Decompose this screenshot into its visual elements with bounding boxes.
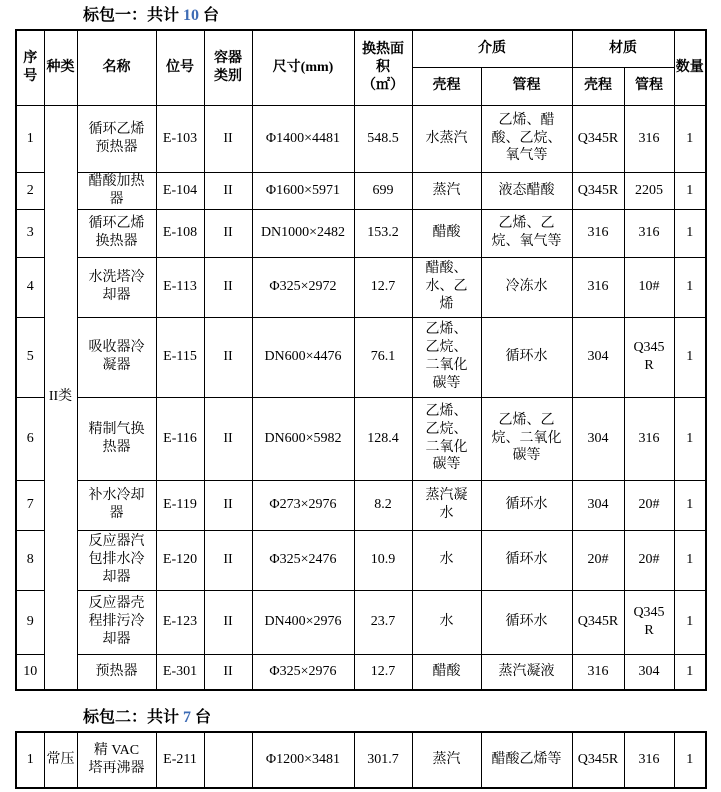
cell-tag: E-103 xyxy=(156,105,204,172)
col-header-material: 材质 xyxy=(572,30,674,67)
cell-tag: E-108 xyxy=(156,209,204,257)
cell-size: DN1000×2482 xyxy=(252,209,354,257)
package1-count: 10 xyxy=(183,7,200,24)
cell-medium-shell: 水 xyxy=(412,590,481,654)
table-row xyxy=(16,530,706,590)
cell-no: 7 xyxy=(16,480,44,530)
cell-size: Φ325×2476 xyxy=(252,530,354,590)
cell-category: II xyxy=(204,105,252,172)
package2-title-prefix: 标包二：共计 xyxy=(83,709,184,726)
cell-area: 128.4 xyxy=(354,397,412,480)
cell-area: 12.7 xyxy=(354,654,412,690)
cell-name: 反应器壳程排污冷却器 xyxy=(77,590,156,654)
cell-material-shell: 316 xyxy=(572,654,624,690)
col-header-name: 名称 xyxy=(77,30,156,105)
cell-medium-shell: 蒸汽 xyxy=(412,172,481,209)
package1-title xyxy=(83,6,721,26)
cell-material-shell: 304 xyxy=(572,317,624,397)
cell-kind-merged: II类 xyxy=(44,105,77,690)
table-row xyxy=(16,480,706,530)
col-header-kind: 种类 xyxy=(44,30,77,105)
col-header-category-line1: 容器 xyxy=(214,50,242,66)
package2-count: 7 xyxy=(183,709,192,726)
cell-material-shell: Q345R xyxy=(572,732,624,788)
package2-title-suffix: 台 xyxy=(191,709,212,726)
cell-tag: E-123 xyxy=(156,590,204,654)
cell-no: 9 xyxy=(16,590,44,654)
cell-material-tube: 316 xyxy=(624,209,674,257)
cell-medium-shell: 醋酸、水、乙烯 xyxy=(412,257,481,317)
cell-category: II xyxy=(204,590,252,654)
cell-material-shell: 316 xyxy=(572,257,624,317)
cell-material-tube: 20# xyxy=(624,530,674,590)
cell-size: DN600×5982 xyxy=(252,397,354,480)
cell-name: 循环乙烯预热器 xyxy=(77,105,156,172)
table-row xyxy=(16,209,706,257)
cell-material-shell: Q345R xyxy=(572,105,624,172)
cell-name: 补水冷却器 xyxy=(77,480,156,530)
cell-medium-tube: 醋酸乙烯等 xyxy=(481,732,572,788)
cell-tag: E-119 xyxy=(156,480,204,530)
header-row-1 xyxy=(16,30,706,67)
cell-kind: 常压 xyxy=(44,732,77,788)
col-header-material-shell: 壳程 xyxy=(572,67,624,105)
cell-size: Φ325×2972 xyxy=(252,257,354,317)
cell-material-shell: 316 xyxy=(572,209,624,257)
cell-size: Φ1200×3481 xyxy=(252,732,354,788)
cell-material-shell: Q345R xyxy=(572,172,624,209)
cell-medium-tube: 循环水 xyxy=(481,530,572,590)
cell-category: II xyxy=(204,209,252,257)
cell-material-tube: 10# xyxy=(624,257,674,317)
cell-no: 10 xyxy=(16,654,44,690)
cell-medium-tube: 循环水 xyxy=(481,317,572,397)
cell-no: 6 xyxy=(16,397,44,480)
cell-no: 2 xyxy=(16,172,44,209)
cell-medium-tube: 循环水 xyxy=(481,590,572,654)
cell-material-shell: Q345R xyxy=(572,590,624,654)
cell-size: Φ325×2976 xyxy=(252,654,354,690)
cell-name: 预热器 xyxy=(77,654,156,690)
cell-material-shell: 304 xyxy=(572,397,624,480)
table-row xyxy=(16,317,706,397)
cell-medium-tube: 乙烯、乙烷、二氧化碳等 xyxy=(481,397,572,480)
cell-qty: 1 xyxy=(674,530,706,590)
cell-tag: E-211 xyxy=(156,732,204,788)
table-row xyxy=(16,732,706,788)
cell-material-tube: 2205 xyxy=(624,172,674,209)
table-row xyxy=(16,654,706,690)
cell-medium-shell: 醋酸 xyxy=(412,654,481,690)
col-header-area-unit: （㎡） xyxy=(362,77,404,93)
cell-medium-tube: 循环水 xyxy=(481,480,572,530)
package2-title xyxy=(83,708,721,728)
cell-name: 水洗塔冷却器 xyxy=(77,257,156,317)
cell-size: Φ1400×4481 xyxy=(252,105,354,172)
cell-area: 23.7 xyxy=(354,590,412,654)
col-header-medium-shell: 壳程 xyxy=(412,67,481,105)
cell-qty: 1 xyxy=(674,732,706,788)
package1-title-suffix: 台 xyxy=(199,7,220,24)
cell-qty: 1 xyxy=(674,480,706,530)
cell-category: II xyxy=(204,257,252,317)
cell-category xyxy=(204,732,252,788)
cell-no: 8 xyxy=(16,530,44,590)
cell-qty: 1 xyxy=(674,590,706,654)
col-header-category xyxy=(204,30,252,105)
cell-medium-tube: 液态醋酸 xyxy=(481,172,572,209)
cell-area: 153.2 xyxy=(354,209,412,257)
cell-material-tube: 316 xyxy=(624,397,674,480)
cell-medium-shell: 水 xyxy=(412,530,481,590)
cell-material-tube: 20# xyxy=(624,480,674,530)
cell-qty: 1 xyxy=(674,257,706,317)
cell-category: II xyxy=(204,172,252,209)
cell-material-tube: Q345R xyxy=(624,590,674,654)
cell-no: 5 xyxy=(16,317,44,397)
cell-qty: 1 xyxy=(674,172,706,209)
table-row xyxy=(16,590,706,654)
cell-size: Φ273×2976 xyxy=(252,480,354,530)
cell-category: II xyxy=(204,654,252,690)
cell-size: Φ1600×5971 xyxy=(252,172,354,209)
cell-category: II xyxy=(204,480,252,530)
cell-qty: 1 xyxy=(674,105,706,172)
cell-tag: E-113 xyxy=(156,257,204,317)
cell-medium-shell: 水蒸汽 xyxy=(412,105,481,172)
cell-name: 精制气换热器 xyxy=(77,397,156,480)
cell-tag: E-301 xyxy=(156,654,204,690)
cell-qty: 1 xyxy=(674,397,706,480)
col-header-tag: 位号 xyxy=(156,30,204,105)
package1-table xyxy=(15,29,707,691)
cell-area: 8.2 xyxy=(354,480,412,530)
cell-name: 吸收器冷凝器 xyxy=(77,317,156,397)
cell-area: 699 xyxy=(354,172,412,209)
cell-name: 精 VAC 塔再沸器 xyxy=(77,732,156,788)
cell-material-shell: 20# xyxy=(572,530,624,590)
cell-medium-shell: 乙烯、乙烷、二氧化碳等 xyxy=(412,317,481,397)
cell-area: 10.9 xyxy=(354,530,412,590)
cell-medium-shell: 醋酸 xyxy=(412,209,481,257)
cell-category: II xyxy=(204,317,252,397)
cell-size: DN600×4476 xyxy=(252,317,354,397)
cell-area: 548.5 xyxy=(354,105,412,172)
cell-area: 76.1 xyxy=(354,317,412,397)
table-row xyxy=(16,105,706,172)
package2-table xyxy=(15,731,707,789)
cell-material-tube: Q345R xyxy=(624,317,674,397)
cell-no: 4 xyxy=(16,257,44,317)
col-header-qty: 数量 xyxy=(674,30,706,105)
cell-medium-tube: 乙烯、醋酸、乙烷、氧气等 xyxy=(481,105,572,172)
col-header-area-label: 换热面积 xyxy=(362,41,404,75)
table-row xyxy=(16,257,706,317)
cell-qty: 1 xyxy=(674,654,706,690)
col-header-area xyxy=(354,30,412,105)
cell-medium-tube: 蒸汽凝液 xyxy=(481,654,572,690)
cell-tag: E-104 xyxy=(156,172,204,209)
cell-no: 3 xyxy=(16,209,44,257)
cell-name: 反应器汽包排水冷却器 xyxy=(77,530,156,590)
cell-material-tube: 316 xyxy=(624,105,674,172)
cell-medium-shell: 蒸汽凝水 xyxy=(412,480,481,530)
cell-name: 醋酸加热器 xyxy=(77,172,156,209)
cell-name: 循环乙烯换热器 xyxy=(77,209,156,257)
col-header-category-line2: 类别 xyxy=(214,68,242,84)
cell-tag: E-120 xyxy=(156,530,204,590)
cell-tag: E-115 xyxy=(156,317,204,397)
cell-medium-shell: 乙烯、乙烷、二氧化碳等 xyxy=(412,397,481,480)
col-header-size: 尺寸(mm) xyxy=(252,30,354,105)
col-header-medium-tube: 管程 xyxy=(481,67,572,105)
col-header-no: 序号 xyxy=(16,30,44,105)
cell-material-tube: 316 xyxy=(624,732,674,788)
cell-no: 1 xyxy=(16,105,44,172)
cell-qty: 1 xyxy=(674,317,706,397)
cell-medium-tube: 乙烯、乙烷、氧气等 xyxy=(481,209,572,257)
cell-material-tube: 304 xyxy=(624,654,674,690)
cell-qty: 1 xyxy=(674,209,706,257)
cell-size: DN400×2976 xyxy=(252,590,354,654)
cell-medium-tube: 冷冻水 xyxy=(481,257,572,317)
cell-area: 301.7 xyxy=(354,732,412,788)
table-row xyxy=(16,172,706,209)
cell-no: 1 xyxy=(16,732,44,788)
cell-category: II xyxy=(204,530,252,590)
cell-tag: E-116 xyxy=(156,397,204,480)
table-row xyxy=(16,397,706,480)
cell-category: II xyxy=(204,397,252,480)
cell-medium-shell: 蒸汽 xyxy=(412,732,481,788)
col-header-material-tube: 管程 xyxy=(624,67,674,105)
cell-material-shell: 304 xyxy=(572,480,624,530)
col-header-medium: 介质 xyxy=(412,30,572,67)
cell-area: 12.7 xyxy=(354,257,412,317)
package1-title-prefix: 标包一：共计 xyxy=(83,7,184,24)
